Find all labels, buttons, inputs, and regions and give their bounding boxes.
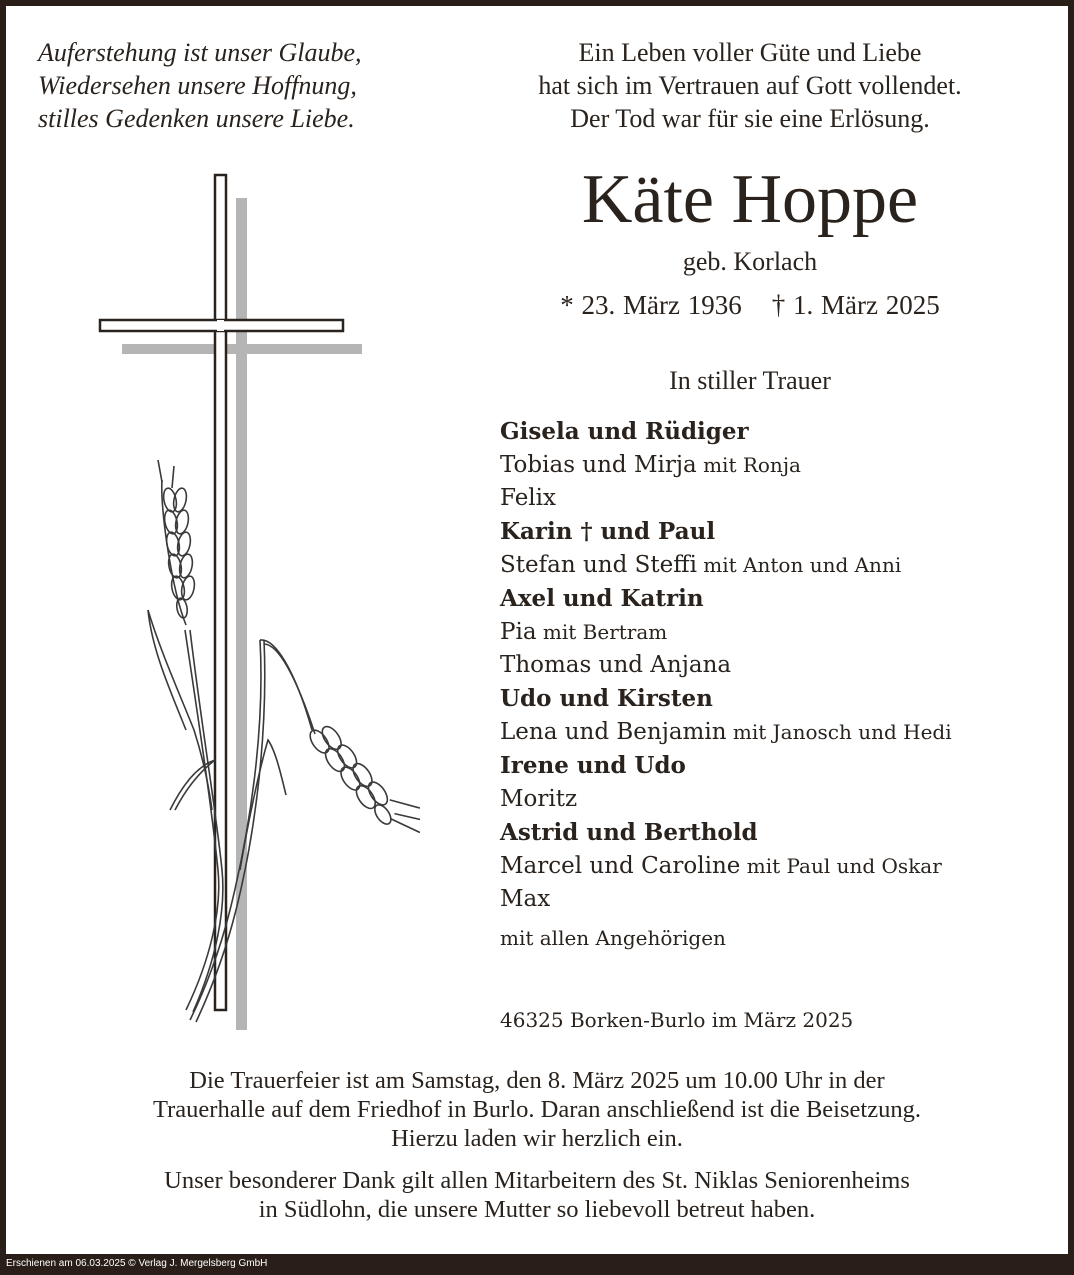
- cross-icon: [100, 175, 362, 1030]
- member-with: mit Bertram: [536, 620, 668, 644]
- family-group: [500, 582, 1060, 682]
- quote-line: Wiedersehen unsere Hoffnung,: [38, 71, 357, 100]
- wheat-icon: [148, 460, 420, 1022]
- thanks-note: [20, 1166, 1054, 1224]
- quote-line: Auferstehung ist unser Glaube,: [38, 38, 362, 67]
- member-name: Max: [500, 886, 551, 912]
- deceased-name: Käte Hoppe: [581, 161, 919, 238]
- family-member: [500, 716, 1060, 749]
- family-head: Axel und Katrin: [500, 585, 704, 612]
- family-group: [500, 816, 1060, 916]
- member-name: Stefan und Steffi: [500, 552, 697, 578]
- family-member: [500, 649, 1060, 682]
- verse-line: hat sich im Vertrauen auf Gott vollendet.: [538, 71, 962, 100]
- relatives-line: mit allen Angehörigen: [500, 926, 726, 950]
- thanks-line: Unser besonderer Dank gilt allen Mitarbeitern des St. Niklas Seniorenheims: [164, 1167, 910, 1194]
- quote-line: stilles Gedenken unsere Liebe.: [38, 104, 355, 133]
- quote: [38, 36, 362, 135]
- service-line: Trauerhalle auf dem Friedhof in Burlo. Daran anschließend ist die Beisetzung.: [153, 1096, 921, 1123]
- birth-date: * 23. März 1936: [560, 290, 742, 320]
- member-name: Pia: [500, 619, 537, 645]
- family-member: [500, 616, 1060, 649]
- verse: [485, 36, 1015, 135]
- family-head: Udo und Kirsten: [500, 685, 713, 712]
- mourning-intro: In stiller Trauer: [669, 366, 831, 395]
- member-name: Marcel und Caroline: [500, 853, 741, 879]
- family-head: Irene und Udo: [500, 752, 686, 779]
- publication-note: Erschienen am 06.03.2025 © Verlag J. Mergelsberg GmbH: [6, 1258, 268, 1269]
- verse-line: Der Tod war für sie eine Erlösung.: [570, 104, 930, 133]
- family-member: [500, 850, 1060, 883]
- family-group: [500, 415, 1060, 515]
- member-name: Tobias und Mirja: [500, 452, 697, 478]
- member-with: mit Janosch und Hedi: [726, 720, 952, 744]
- member-with: mit Paul und Oskar: [740, 854, 942, 878]
- member-name: Felix: [500, 485, 556, 511]
- funeral-service: [20, 1066, 1054, 1153]
- family-head: Karin † und Paul: [500, 518, 716, 545]
- death-date: † 1. März 2025: [771, 290, 940, 320]
- member-name: Moritz: [500, 786, 578, 812]
- family-member: [500, 482, 1060, 515]
- family-group: [500, 515, 1060, 582]
- family-member: [500, 449, 1060, 482]
- family-member: [500, 549, 1060, 582]
- service-line: Die Trauerfeier ist am Samstag, den 8. März 2025 um 10.00 Uhr in der: [189, 1067, 885, 1094]
- cross-with-wheat: [90, 170, 420, 1040]
- family-group: [500, 749, 1060, 816]
- family-member: [500, 783, 1060, 816]
- family-head: Astrid und Berthold: [500, 819, 758, 846]
- family-head: Gisela und Rüdiger: [500, 418, 749, 445]
- family-group: [500, 682, 1060, 749]
- verse-line: Ein Leben voller Güte und Liebe: [578, 38, 922, 67]
- member-name: Lena und Benjamin: [500, 719, 727, 745]
- service-line: Hierzu laden wir herzlich ein.: [391, 1125, 683, 1152]
- thanks-line: in Südlohn, die unsere Mutter so liebevoll betreut haben.: [258, 1196, 816, 1223]
- member-with: mit Anton und Anni: [696, 553, 902, 577]
- birth-name: geb. Korlach: [682, 247, 818, 276]
- family-member: [500, 883, 1060, 916]
- life-dates: [485, 290, 1015, 321]
- member-name: Thomas und Anjana: [500, 652, 732, 678]
- place-date: 46325 Borken-Burlo im März 2025: [500, 1008, 854, 1032]
- mourners-list: [500, 415, 1060, 958]
- member-with: mit Ronja: [696, 453, 801, 477]
